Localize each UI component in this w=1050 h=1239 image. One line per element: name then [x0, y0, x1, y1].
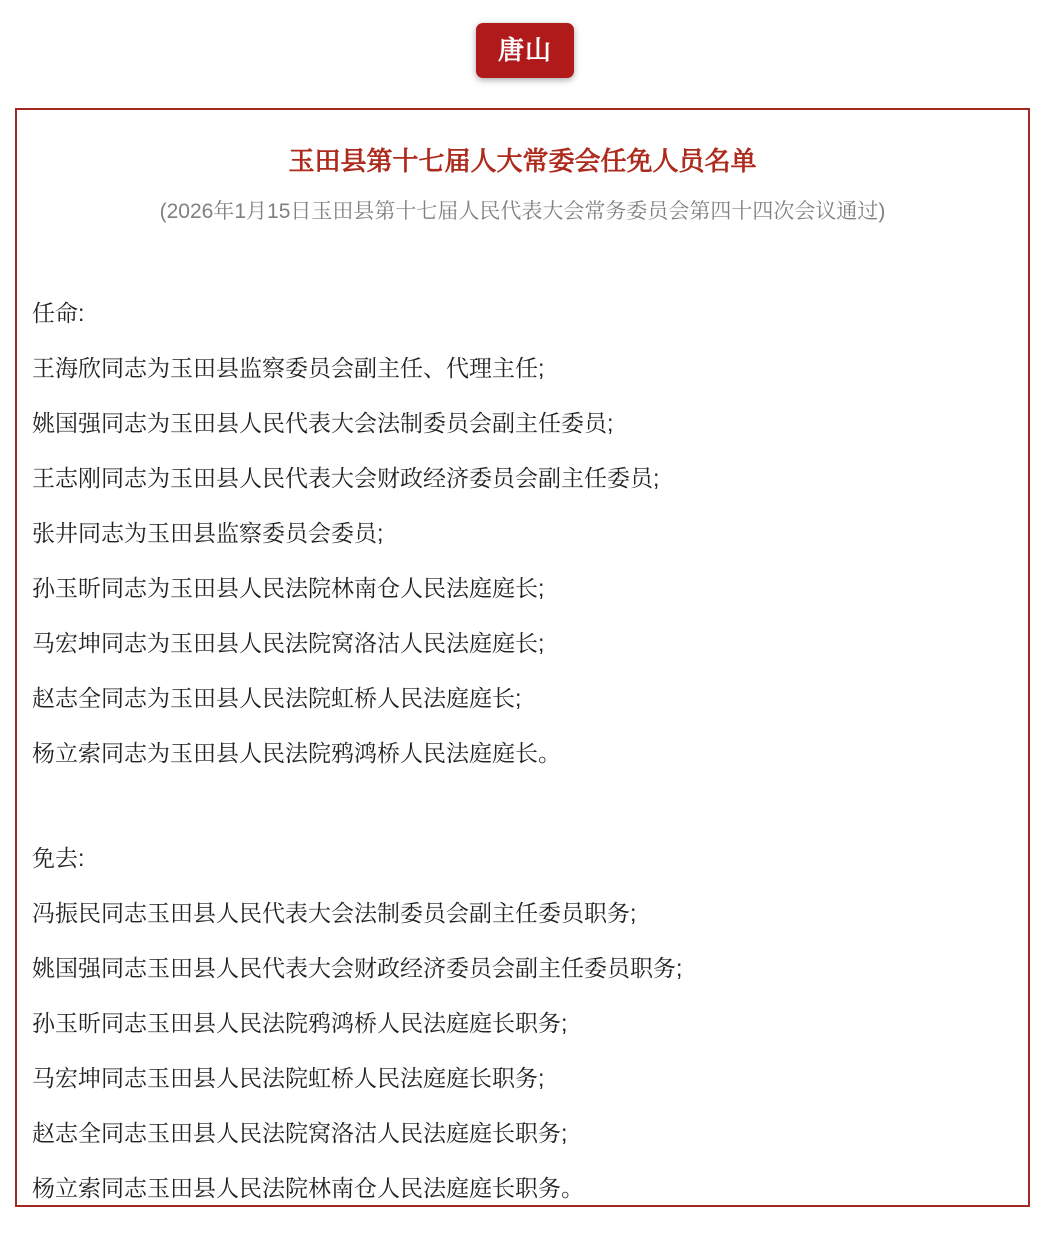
removal-item: 冯振民同志玉田县人民代表大会法制委员会副主任委员职务; — [32, 900, 637, 926]
article-subtitle: (2026年1月15日玉田县第十七届人民代表大会常务委员会第四十四次会议通过) — [159, 200, 886, 223]
removal-item: 孙玉昕同志玉田县人民法院鸦鸿桥人民法庭庭长职务; — [32, 1010, 568, 1036]
badge-container — [0, 0, 1050, 78]
removal-item: 赵志全同志玉田县人民法院窝洛沽人民法庭庭长职务; — [32, 1120, 568, 1146]
appointment-item: 王海欣同志为玉田县监察委员会副主任、代理主任; — [32, 355, 545, 381]
removal-item: 杨立索同志玉田县人民法院林南仓人民法庭庭长职务。 — [32, 1175, 584, 1201]
section-heading-appointments: 任命: — [32, 300, 85, 326]
removal-item: 马宏坤同志玉田县人民法院虹桥人民法庭庭长职务; — [32, 1065, 545, 1091]
section-heading-removals: 免去: — [32, 845, 85, 871]
appointment-item: 杨立索同志为玉田县人民法院鸦鸿桥人民法庭庭长。 — [32, 740, 561, 766]
appointment-item: 张井同志为玉田县监察委员会委员; — [32, 520, 384, 546]
appointment-item: 王志刚同志为玉田县人民代表大会财政经济委员会副主任委员; — [32, 465, 660, 491]
appointment-item: 赵志全同志为玉田县人民法院虹桥人民法庭庭长; — [32, 685, 522, 711]
article-title: 玉田县第十七届人大常委会任免人员名单 — [288, 146, 757, 176]
city-tag-badge[interactable]: 唐山 — [476, 23, 574, 78]
appointment-item: 姚国强同志为玉田县人民代表大会法制委员会副主任委员; — [32, 410, 614, 436]
article-body — [32, 298, 1013, 1203]
appointment-item: 马宏坤同志为玉田县人民法院窝洛沽人民法庭庭长; — [32, 630, 545, 656]
announcement-card — [15, 108, 1030, 1207]
appointment-item: 孙玉昕同志为玉田县人民法院林南仓人民法庭庭长; — [32, 575, 545, 601]
removal-item: 姚国强同志玉田县人民代表大会财政经济委员会副主任委员职务; — [32, 955, 683, 981]
